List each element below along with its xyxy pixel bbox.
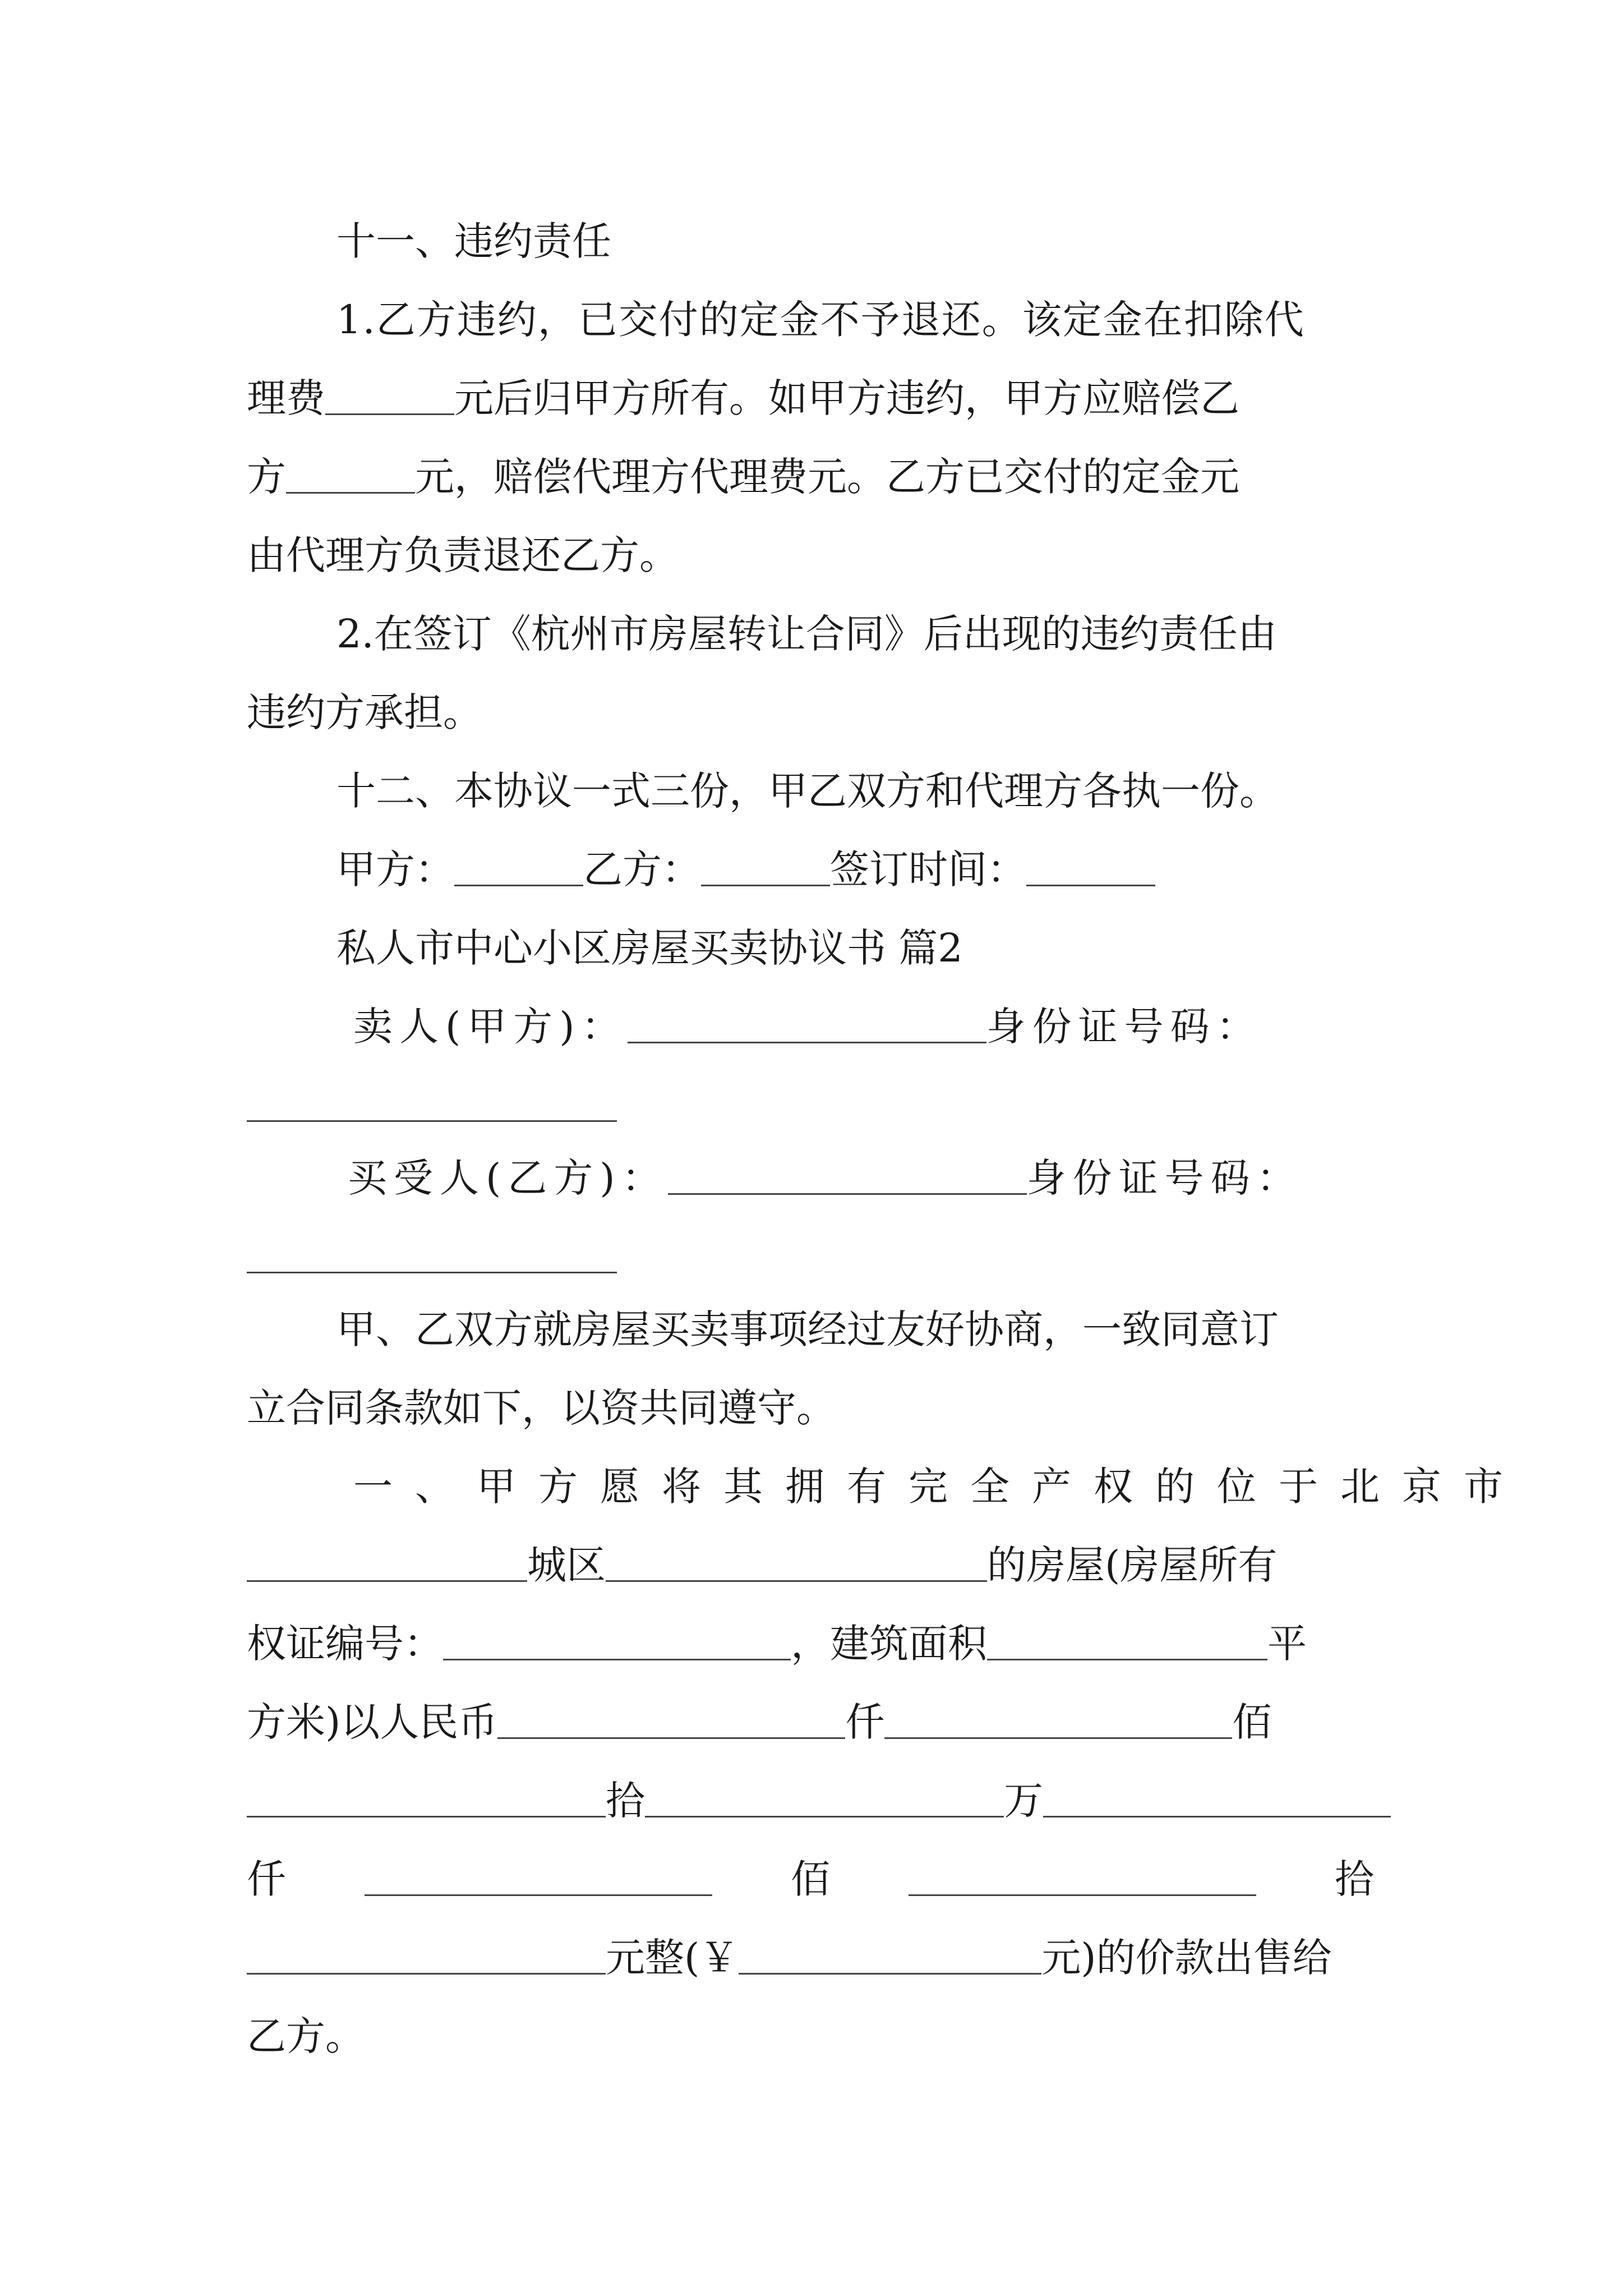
buyer-name-blank xyxy=(668,1154,1027,1195)
signature-line: 甲方： 乙方： 签订时间： xyxy=(336,830,1481,909)
section-heading-copies: 十二、本协议一式三份，甲乙双方和代理方各执一份。 xyxy=(336,768,1279,814)
district-blank xyxy=(247,1541,527,1582)
amount-blank xyxy=(909,1855,1256,1896)
buyer-line: 买受人(乙方)： 身份证号码： xyxy=(348,1155,1303,1201)
paragraph-line: 拾 万 xyxy=(247,1761,1391,1840)
paragraph-line: 2.在签订《杭州市房屋转让合同》后出现的违约责任由 xyxy=(336,611,1277,657)
seller-id-line xyxy=(247,1066,1391,1144)
blank-field xyxy=(286,453,415,494)
amount-blank xyxy=(645,1777,1004,1818)
party-a-blank xyxy=(454,845,583,886)
amount-blank xyxy=(365,1855,712,1896)
amount-blank xyxy=(247,1934,606,1975)
paragraph-line: 城区 的房屋(房屋所有 xyxy=(247,1526,1391,1604)
amount-blank xyxy=(497,1698,845,1739)
paragraph-line: 理费 元后归甲方所有。如甲方违约，甲方应赔偿乙 xyxy=(247,375,1239,421)
party-b-blank xyxy=(701,845,830,886)
amount-figure-blank xyxy=(739,1934,1041,1975)
paragraph-line: 立合同条款如下，以资共同遵守。 xyxy=(247,1385,836,1431)
address-blank xyxy=(606,1541,987,1582)
paragraph-line: 方米)以人民币 仟 佰 xyxy=(247,1699,1272,1745)
paragraph-line: 甲、乙双方就房屋买卖事项经过友好协商，一致同意订 xyxy=(336,1306,1279,1352)
buyer-id-line xyxy=(247,1217,1391,1296)
sign-date-blank xyxy=(1026,845,1155,886)
paragraph-line: 元整(￥ 元)的价款出售给 xyxy=(247,1918,1391,1997)
paragraph-line: 由代理方负责退还乙方。 xyxy=(247,532,679,578)
section-heading-breach: 十一、违约责任 xyxy=(336,218,611,264)
paragraph-line: 乙方。 xyxy=(247,2013,365,2059)
paragraph-line: 权证编号： ，建筑面积 平 xyxy=(247,1621,1307,1667)
amount-blank xyxy=(1043,1777,1391,1818)
paragraph-line: 1.乙方违约，已交付的定金不予退还。该定金在扣除代 xyxy=(336,297,1305,343)
blank-field xyxy=(325,374,454,415)
seller-line: 卖人(甲方)： 身份证号码： xyxy=(353,1004,1262,1050)
document-title: 私人市中心小区房屋买卖协议书 篇2 xyxy=(336,925,963,971)
paragraph-line: 违约方承担。 xyxy=(247,689,482,735)
paragraph-line: 仟 佰 拾 xyxy=(247,1856,1374,1902)
amount-blank xyxy=(884,1698,1232,1739)
area-blank xyxy=(987,1619,1267,1660)
clause-one-line: 一、甲方愿将其拥有完全产权的位于北京市 xyxy=(353,1464,1525,1510)
buyer-id-blank xyxy=(247,1232,617,1273)
paragraph-line: 方 元，赔偿代理方代理费元。乙方已交付的定金元 xyxy=(247,454,1239,500)
certificate-number-blank xyxy=(443,1619,791,1660)
seller-name-blank xyxy=(628,1002,986,1043)
seller-id-blank xyxy=(247,1081,617,1122)
amount-blank xyxy=(247,1777,606,1818)
